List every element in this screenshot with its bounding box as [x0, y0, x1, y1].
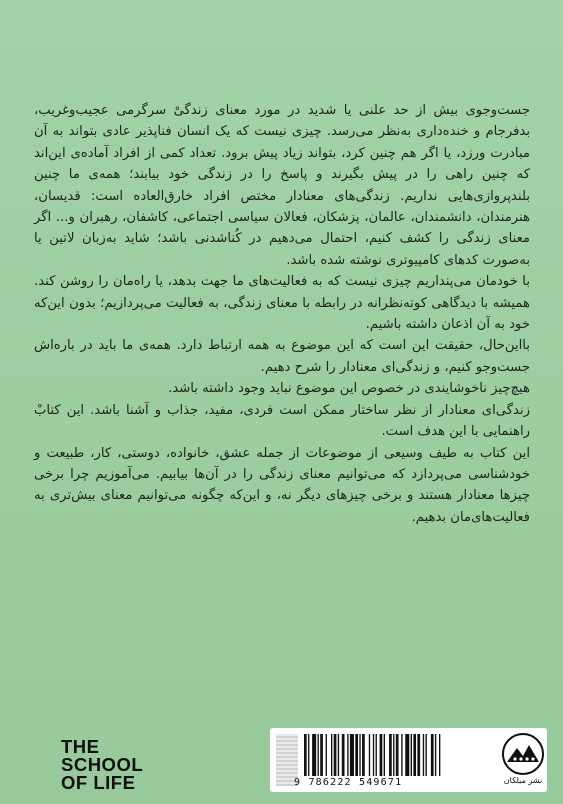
barcode-bar	[373, 734, 374, 776]
barcode-bar	[389, 734, 392, 776]
barcode-bar	[426, 734, 427, 776]
publisher-logo	[502, 732, 544, 790]
blurb-paragraph: این کتاب به طیف وسیعی از موضوعات از جمله عشق، خانواده، دوستی، کار، طبیعت و خودشناسی می‌پردازد که می‌توانیم معنای زندگی را در آن‌ها بیابیم. می‌آموزیم چرا برخی چیزها معنادار هستند و برخی چیزهای دیگر نه، و این‌که چگونه می‌توانیم معنای بیش‌تری به فعالیت‌های‌مان بدهیم.	[34, 445, 530, 525]
barcode-bar	[362, 734, 365, 776]
barcode-bar	[326, 734, 327, 776]
mountain-icon	[502, 732, 544, 776]
barcode-bar	[359, 734, 360, 776]
blurb-paragraph: جست‌وجوی بیش از حد علنی یا شدید در مورد معنای زندگیْ سرگرمی عجیب‌وغریب، بدفرجام و خنده‌داری به‌نظر می‌رسد. چیزی نیست که یک انسان فناپذیر عادی بتواند به آن مبادرت ورزد، یا اگر هم چنین کرد، بتواند زیاد پیش برود. تعداد کمی از افراد آماده‌ی این‌اند که چنین راهی را در پیش بگیرند و پاسخ را در زندگی خود بیابند؛ همه‌ی ما چنین بلندپروازی‌هایی نداریم. زندگی‌های معنادار مختص افراد خارق‌العاده است: قدیسان، هنرمندان، دانشمندان، عالمان، پزشکان، فعالان سیاسی اجتماعی، کاشفان، رهبران و... اگر معنای زندگی را کشف کنیم، احتمال می‌دهیم در کُناشدنی باشد؛ شاید به‌زبان لاتین یا به‌صورت کدهای کامپیوتری نوشته شده باشد.	[34, 103, 530, 268]
barcode-bar	[411, 734, 412, 776]
blurb-paragraph: با خودمان می‌پنداریم چیزی نیست که به فعالیت‌های ما جهت بدهد، یا راه‌مان را روشن کند. همیشه با دیدگاهی کوته‌نظرانه در رابطه با معنای زندگی، به فعالیت می‌پردازیم؛ بدون این‌که خود به آن اذعان داشته باشیم.	[34, 274, 530, 333]
barcode-bar	[331, 734, 332, 776]
barcode-bar	[413, 734, 416, 776]
publisher-name: نشر میلکان	[503, 776, 543, 785]
barcode-bar	[355, 734, 358, 776]
barcode-bar	[369, 734, 370, 776]
barcode-bar	[318, 734, 319, 776]
barcode-bar	[417, 734, 420, 776]
barcode-bar	[308, 734, 309, 776]
school-of-life-logo	[61, 738, 143, 792]
barcode-bar	[342, 734, 345, 776]
barcode-bar	[350, 734, 354, 776]
barcode-bar	[401, 734, 402, 776]
logo-line: THE	[61, 736, 100, 757]
barcode-bar	[380, 734, 383, 776]
barcode-bar	[435, 734, 436, 776]
barcode-bars	[302, 734, 498, 776]
barcode-bar	[312, 734, 316, 776]
barcode-bar	[376, 734, 377, 776]
logo-line: SCHOOL	[61, 754, 144, 775]
barcode-bar	[304, 734, 307, 776]
barcode-bar	[334, 734, 337, 776]
barcode-panel	[270, 728, 547, 792]
barcode-bar	[405, 734, 409, 776]
barcode-bar	[384, 734, 385, 776]
blurb-paragraph: بااین‌حال، حقیقت این است که این موضوع به همه ارتباط دارد. همه‌ی ما باید در باره‌اش جست‌وجو کنیم، و زندگی‌ای معنادار را شرح دهیم.	[34, 338, 530, 375]
logo-line: OF LIFE	[61, 772, 136, 793]
barcode-bar	[396, 734, 399, 776]
blurb-paragraph: هیچ‌چیز ناخوشایندی در خصوص این موضوع نباید وجود داشته باشد.	[168, 381, 530, 397]
barcode-bar	[320, 734, 323, 776]
barcode-bar	[431, 734, 434, 776]
blurb-paragraph: زندگی‌ای معنادار از نظر ساختار ممکن است فردی، مفید، جذاب و آشنا باشد. این کتابْ راهنمایی با این هدف است.	[34, 402, 530, 440]
barcode-digits: 9 786222 549671	[294, 777, 403, 788]
blurb-text	[34, 100, 530, 528]
barcode-bar	[439, 734, 440, 776]
barcode-bar	[393, 734, 394, 776]
barcode-bar	[347, 734, 348, 776]
barcode-bar	[338, 734, 339, 776]
barcode-bar	[423, 734, 424, 776]
